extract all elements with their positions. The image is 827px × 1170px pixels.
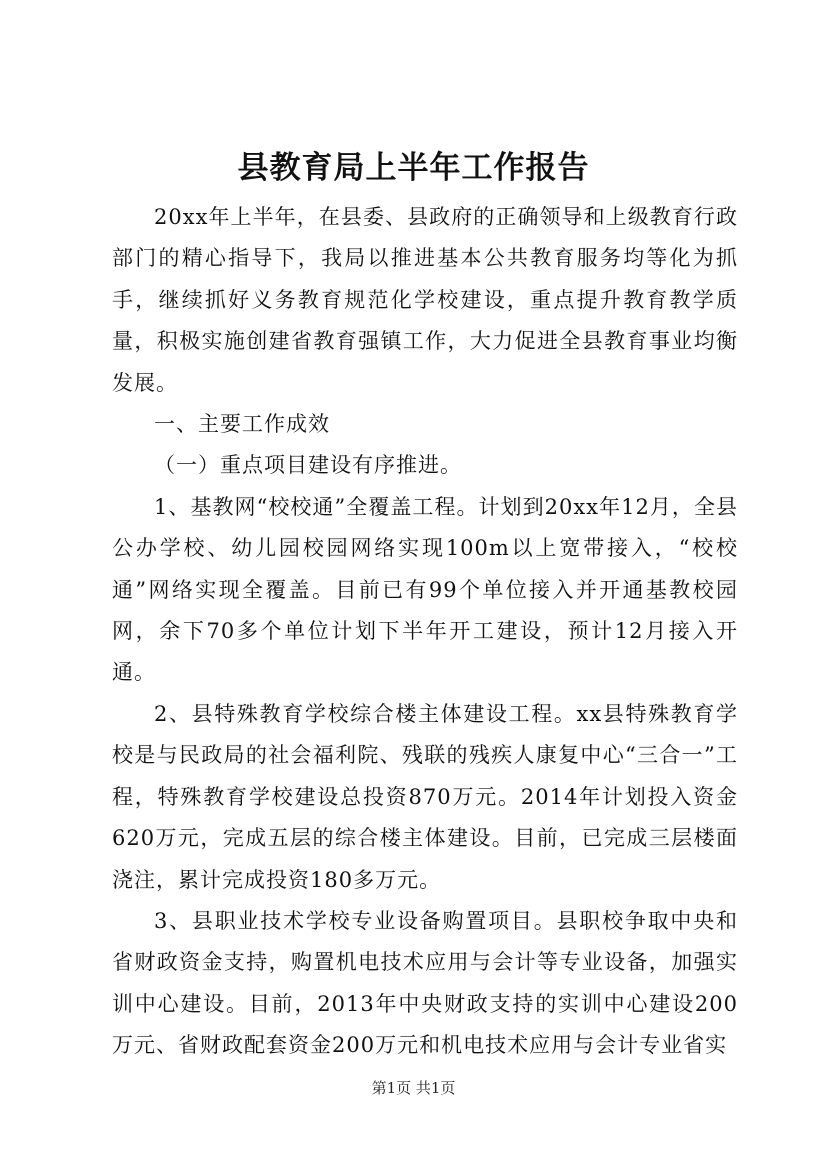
paragraph-item-1: 1、基教网“校校通”全覆盖工程。计划到20xx年12月，全县公办学校、幼儿园校园网络实现100m以上宽带接入，“校校通”网络实现全覆盖。目前已有99个单位接入并开通基教校园网，余下70多个单位计划下半年开工建设，预计12月接入开通。	[112, 494, 738, 685]
section-heading: 一、主要工作成效	[154, 412, 330, 437]
page-footer: 第1页 共1页	[371, 1079, 456, 1097]
paragraph-intro: 20xx年上半年，在县委、县政府的正确领导和上级教育行政部门的精心指导下，我局以推进基本公共教育服务均等化为抓手，继续抓好义务教育规范化学校建设，重点提升教育教学质量，积极实施创建省教育强镇工作，大力促进全县教育事业均衡发展。	[112, 205, 738, 395]
paragraph-item-3: 3、县职业技术学校专业设备购置项目。县职校争取中央和省财政资金支持，购置机电技术应用与会计等专业设备，加强实训中心建设。目前，2013年中央财政支持的实训中心建设200万元、省财政配套资金200万元和机电技术应用与会计专业省实	[112, 908, 738, 1058]
paragraph-item-2: 2、县特殊教育学校综合楼主体建设工程。xx县特殊教育学校是与民政局的社会福利院、残联的残疾人康复中心“三合一”工程，特殊教育学校建设总投资870万元。2014年计划投入资金620万元，完成五层的综合楼主体建设。目前，已完成三层楼面浇注，累计完成投资180多万元。	[112, 701, 738, 892]
document-title: 县教育局上半年工作报告	[237, 150, 590, 186]
document-body	[112, 197, 738, 1067]
subsection-heading: （一）重点项目建设有序推进。	[154, 453, 462, 478]
